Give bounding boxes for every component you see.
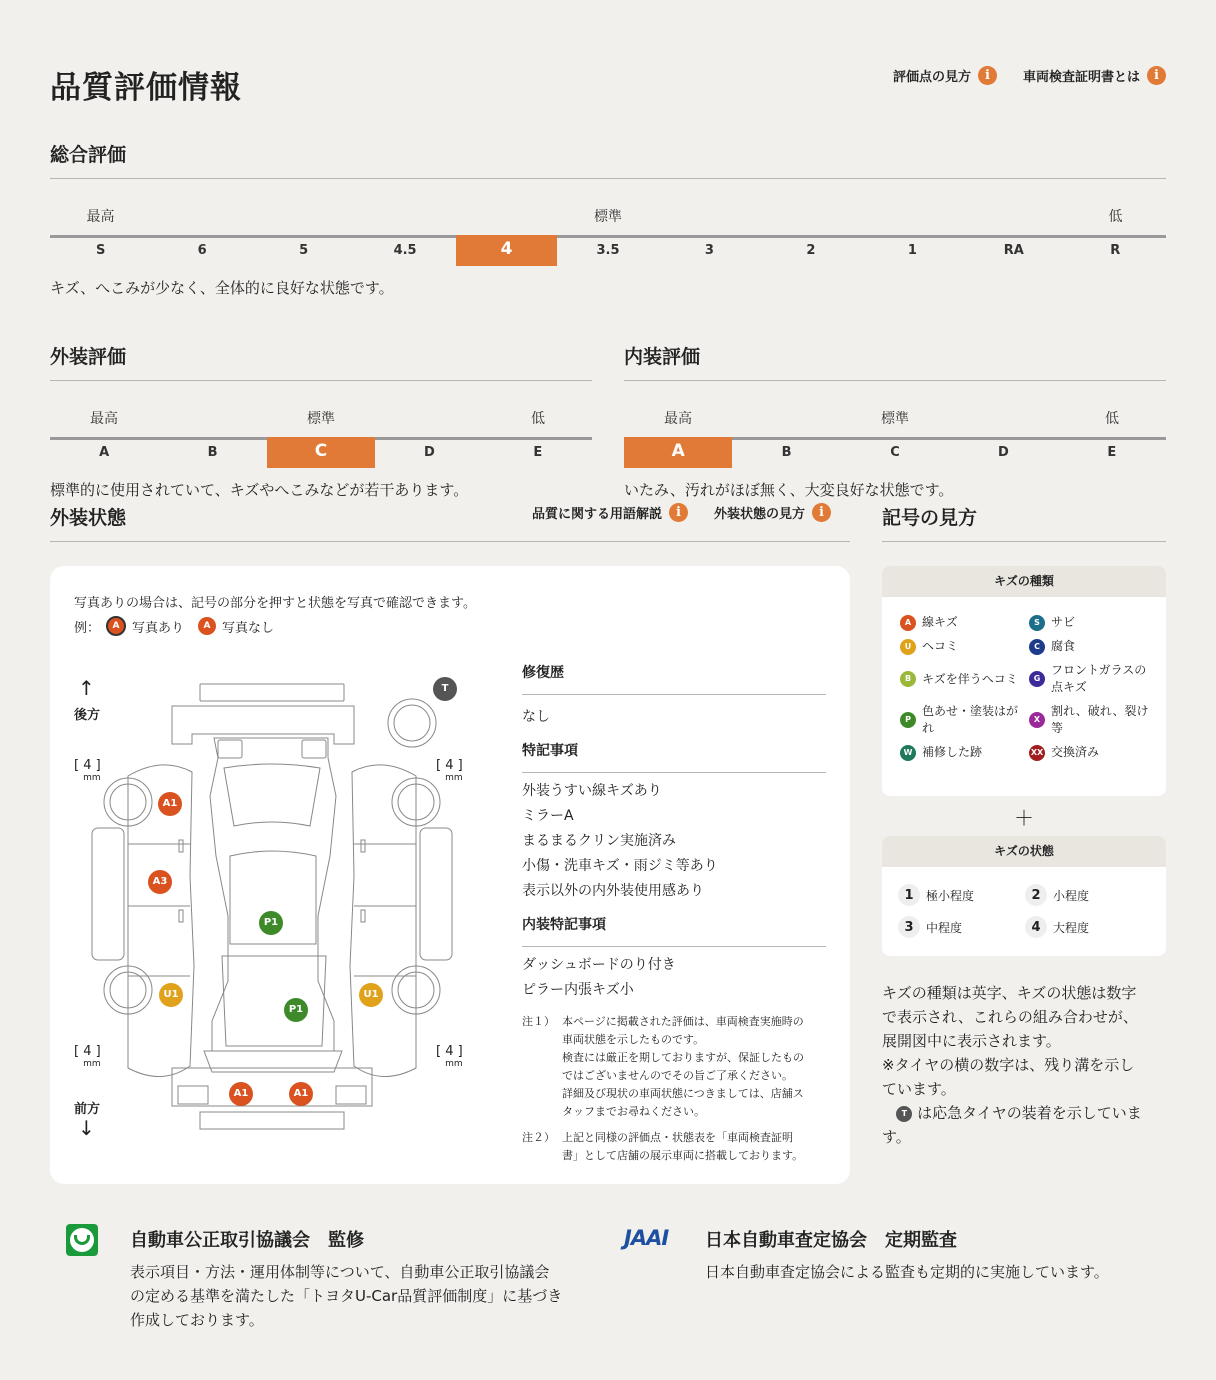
footnote-body xyxy=(562,1013,804,1121)
label-low: 低 xyxy=(1108,209,1123,225)
damage-mark[interactable]: P1 xyxy=(259,911,283,935)
interior-note-item: ピラー内張キズ小 xyxy=(522,982,634,998)
fair-trade-line: 表示項目・方法・運用体制等について、自動車公正取引協議会 xyxy=(130,1263,550,1281)
explain-line: ています。 xyxy=(882,1080,956,1098)
damage-type-label: 線キズ xyxy=(922,615,958,629)
divider xyxy=(522,694,826,695)
damage-type-label: フロントガラスの点キズ xyxy=(1051,663,1147,694)
damage-type-badge: XX xyxy=(1029,745,1045,761)
scale-option: C xyxy=(267,437,375,468)
inspection-certificate-label: 車両検査証明書とは xyxy=(1022,70,1140,85)
label-high: 最高 xyxy=(90,411,118,427)
fair-trade-text xyxy=(130,1260,562,1332)
damage-type-item xyxy=(1029,638,1156,655)
tire-depth-unit: mm xyxy=(445,1059,463,1069)
repair-history-title: 修復歴 xyxy=(522,665,564,681)
footnote-line: 検査には厳正を期しておりますが、保証したもの xyxy=(562,1051,804,1064)
info-icon: i xyxy=(669,503,688,522)
glossary-link[interactable] xyxy=(532,503,688,522)
exterior-rating-title: 外装評価 xyxy=(50,346,127,368)
label-high: 最高 xyxy=(664,411,692,427)
interior-scale xyxy=(624,437,1166,467)
damage-type-badge: G xyxy=(1029,671,1045,687)
scale-option: E xyxy=(1107,445,1117,460)
state-label: 中程度 xyxy=(926,920,963,935)
example-nophoto-label: 写真なし xyxy=(222,620,275,636)
car-diagram xyxy=(72,676,512,1156)
spare-tire-badge: T xyxy=(433,677,457,701)
damage-type-item xyxy=(900,638,1027,655)
state-number: 2 xyxy=(1025,884,1047,906)
note-item: ミラーA xyxy=(522,808,574,824)
condition-card xyxy=(50,566,850,1184)
footnote-line: タッフまでお尋ねください。 xyxy=(562,1105,705,1118)
footnote-body xyxy=(562,1129,803,1165)
condition-links xyxy=(532,503,831,522)
notes-title: 特記事項 xyxy=(522,743,578,759)
spare-explain xyxy=(882,1101,1172,1125)
scale-option: R xyxy=(1110,243,1121,258)
tire-depth-value: [ 4 ] xyxy=(74,758,101,773)
damage-type-item xyxy=(1029,662,1156,696)
repair-history-value: なし xyxy=(522,709,550,725)
page-title: 品質評価情報 xyxy=(50,70,242,106)
logo-mark-inner xyxy=(74,1235,90,1245)
state-label: 大程度 xyxy=(1053,920,1090,935)
exterior-scale xyxy=(50,437,592,467)
tire-depth-rear-left xyxy=(74,760,101,784)
damage-type-label: 色あせ・塗装はがれ xyxy=(922,704,1019,735)
info-icon: i xyxy=(812,503,831,522)
jaai-text: 日本自動車査定協会による監査も定期的に実施しています。 xyxy=(705,1263,1109,1281)
damage-type-item xyxy=(900,703,1027,737)
condition-guide-label: 外装状態の見方 xyxy=(714,507,806,522)
fair-trade-line: 作成しております。 xyxy=(130,1311,264,1329)
condition-example xyxy=(74,616,274,636)
scale-option: 5 xyxy=(299,243,309,258)
explain-line: キズの種類は英字、キズの状態は数字 xyxy=(882,984,1137,1002)
spare-explain-text: は応急タイヤの装着を示していま xyxy=(917,1104,1142,1122)
damage-type-label: キズを伴うヘコミ xyxy=(922,671,1018,686)
damage-states-list xyxy=(882,867,1166,938)
damage-type-badge: S xyxy=(1029,615,1045,631)
damage-state-item xyxy=(1025,916,1152,938)
spare-tire-badge: T xyxy=(896,1106,912,1122)
explain-line: 展開図中に表示されます。 xyxy=(882,1032,1061,1050)
damage-type-badge: A xyxy=(900,615,916,631)
tire-depth-value: [ 4 ] xyxy=(74,1044,101,1059)
interior-note-item: ダッシュボードのり付き xyxy=(522,957,676,973)
scale-option: B xyxy=(781,445,792,460)
scale-option: 2 xyxy=(806,243,816,258)
tire-depth-unit: mm xyxy=(83,773,101,783)
damage-types-card xyxy=(882,566,1166,796)
footnote-1 xyxy=(522,1013,826,1121)
damage-type-badge: X xyxy=(1029,712,1045,728)
footnote-line: 上記と同様の評価点・状態表を「車両検査証明 xyxy=(562,1131,793,1144)
divider xyxy=(522,946,826,947)
scale-option: A xyxy=(624,437,732,468)
label-standard: 標準 xyxy=(594,209,622,225)
state-number: 1 xyxy=(898,884,920,906)
scale-option: 1 xyxy=(907,243,917,258)
damage-type-label: 腐食 xyxy=(1051,639,1076,653)
scale-option: A xyxy=(99,445,110,460)
scale-option: 4 xyxy=(456,235,557,266)
scale-option: RA xyxy=(1003,243,1024,258)
overall-scale-labels xyxy=(50,206,1166,226)
overall-description: キズ、へこみが少なく、全体的に良好な状態です。 xyxy=(50,279,394,297)
scale-option: E xyxy=(533,445,543,460)
state-label: 極小程度 xyxy=(926,888,975,903)
damage-type-item xyxy=(900,614,1027,631)
damage-type-item xyxy=(900,662,1027,696)
tire-depth-front-right xyxy=(436,1046,463,1070)
label-low: 低 xyxy=(531,411,545,427)
damage-type-badge: W xyxy=(900,745,916,761)
note-item: まるまるクリン実施済み xyxy=(522,833,676,849)
damage-type-item xyxy=(1029,744,1156,761)
exterior-condition-title: 外装状態 xyxy=(50,507,127,529)
info-icon: i xyxy=(978,66,997,85)
exterior-scale-labels xyxy=(50,408,592,428)
overall-rating-title: 総合評価 xyxy=(50,144,127,166)
footnote-2 xyxy=(522,1129,826,1165)
scale-option: C xyxy=(890,445,900,460)
damage-type-badge: B xyxy=(900,671,916,687)
explain-line: ※タイヤの横の数字は、残り溝を示し xyxy=(882,1056,1135,1074)
damage-state-item xyxy=(898,884,1025,906)
damage-type-label: ヘコミ xyxy=(922,639,959,653)
damage-type-badge: C xyxy=(1029,639,1045,655)
arrow-up-icon: ↑ xyxy=(78,676,95,700)
divider xyxy=(522,772,826,773)
footnote-line: 車両状態を示したものです。 xyxy=(562,1033,705,1046)
tire-depth-front-left xyxy=(74,1046,101,1070)
interior-rating-title: 内装評価 xyxy=(624,346,701,368)
scale-option: 3 xyxy=(704,243,714,258)
front-label: 前方 xyxy=(74,1102,101,1117)
interior-scale-labels xyxy=(624,408,1166,428)
plus-icon: ＋ xyxy=(1014,806,1034,830)
scale-option: B xyxy=(207,445,218,460)
divider xyxy=(50,178,1166,179)
spare-explain-text-2: す。 xyxy=(882,1128,911,1146)
header-links xyxy=(893,66,1166,85)
damage-type-badge: P xyxy=(900,712,916,728)
state-label: 小程度 xyxy=(1053,888,1090,903)
damage-types-list xyxy=(882,597,1166,761)
damage-types-title: キズの種類 xyxy=(882,566,1166,597)
damage-states-title: キズの状態 xyxy=(882,836,1166,867)
interior-description: いたみ、汚れがほぼ無く、大変良好な状態です。 xyxy=(624,481,954,499)
note-item: 表示以外の内外装使用感あり xyxy=(522,883,704,899)
tire-depth-rear-right xyxy=(436,760,463,784)
example-nophoto-badge: A xyxy=(198,617,216,635)
footnote-line: 書」として店舗の展示車両に搭載しております。 xyxy=(562,1149,804,1162)
jaai-logo: JAAI xyxy=(624,1226,669,1250)
exterior-description: 標準的に使用されていて、キズやへこみなどが若干あります。 xyxy=(50,481,469,499)
footnote-line: 本ページに掲載された評価は、車両検査実施時の xyxy=(562,1015,804,1028)
overall-scale xyxy=(50,235,1166,265)
state-number: 3 xyxy=(898,916,920,938)
damage-type-badge: U xyxy=(900,639,916,655)
jaai-title: 日本自動車査定協会 定期監査 xyxy=(705,1230,957,1251)
damage-type-label: 交換済み xyxy=(1051,745,1100,759)
note-item: 外装うすい線キズあり xyxy=(522,783,662,799)
scale-option: D xyxy=(998,445,1009,460)
tire-depth-unit: mm xyxy=(83,1059,101,1069)
glossary-label: 品質に関する用語解説 xyxy=(532,507,663,522)
footnote-line: ではございませんのでその旨ご了承ください。 xyxy=(562,1069,793,1082)
damage-type-label: サビ xyxy=(1051,615,1076,629)
fair-trade-line: の定める基準を満たした「トヨタU-Car品質評価制度」に基づき xyxy=(130,1287,563,1305)
damage-type-item xyxy=(1029,703,1156,737)
scale-option: 4.5 xyxy=(393,243,417,258)
damage-type-label: 補修した跡 xyxy=(922,745,983,759)
label-standard: 標準 xyxy=(881,411,909,427)
divider xyxy=(50,541,850,542)
divider xyxy=(50,380,592,381)
scale-option: S xyxy=(96,243,106,258)
damage-mark[interactable]: A3 xyxy=(148,870,172,894)
car-diagram-drawing xyxy=(72,676,512,1156)
example-label: 例： xyxy=(74,620,101,636)
label-low: 低 xyxy=(1105,411,1119,427)
damage-mark[interactable]: P1 xyxy=(284,998,308,1022)
note-item: 小傷・洗車キズ・雨ジミ等あり xyxy=(522,858,718,874)
damage-mark[interactable]: U1 xyxy=(359,983,383,1007)
condition-guide-link[interactable] xyxy=(714,503,831,522)
damage-mark[interactable]: A1 xyxy=(229,1082,253,1106)
damage-mark[interactable]: U1 xyxy=(159,983,183,1007)
fair-trade-council-logo xyxy=(66,1224,98,1256)
damage-type-item xyxy=(900,744,1027,761)
interior-notes-title: 内装特記事項 xyxy=(522,917,606,933)
damage-state-item xyxy=(1025,884,1152,906)
legend-explanation xyxy=(882,981,1172,1149)
scale-option: D xyxy=(424,445,435,460)
legend-title: 記号の見方 xyxy=(882,507,978,529)
damage-type-label: 割れ、破れ、裂け等 xyxy=(1051,704,1149,735)
arrow-down-icon: ↓ xyxy=(78,1116,95,1140)
footnote-line: 詳細及び現状の車両状態につきましては、店舗ス xyxy=(562,1087,804,1100)
inspection-certificate-link[interactable] xyxy=(1023,66,1166,85)
tire-depth-value: [ 4 ] xyxy=(436,758,463,773)
rating-guide-link[interactable] xyxy=(893,66,997,85)
explain-line: で表示され、これらの組み合わせが、 xyxy=(882,1008,1138,1026)
rear-label: 後方 xyxy=(74,708,101,723)
damage-state-item xyxy=(898,916,1025,938)
info-icon: i xyxy=(1147,66,1166,85)
label-standard: 標準 xyxy=(307,411,335,427)
footnote-label: 注１） xyxy=(522,1015,555,1028)
condition-intro: 写真ありの場合は、記号の部分を押すと状態を写真で確認できます。 xyxy=(74,596,476,611)
footnote-label: 注２） xyxy=(522,1131,555,1144)
tire-depth-value: [ 4 ] xyxy=(436,1044,463,1059)
damage-type-item xyxy=(1029,614,1156,631)
scale-option: 3.5 xyxy=(596,243,620,258)
rating-guide-label: 評価点の見方 xyxy=(892,70,971,85)
tire-depth-unit: mm xyxy=(445,773,463,783)
damage-states-card xyxy=(882,836,1166,956)
logo-mark xyxy=(70,1228,94,1252)
condition-notes xyxy=(522,662,826,1165)
example-photo-label: 写真あり xyxy=(132,620,185,636)
state-number: 4 xyxy=(1025,916,1047,938)
scale-option: 6 xyxy=(197,243,207,258)
divider xyxy=(882,541,1166,542)
damage-mark[interactable]: A1 xyxy=(289,1082,313,1106)
example-photo-badge: A xyxy=(106,616,126,636)
label-high: 最高 xyxy=(86,209,115,225)
damage-mark[interactable]: A1 xyxy=(158,792,182,816)
fair-trade-title: 自動車公正取引協議会 監修 xyxy=(130,1230,364,1251)
divider xyxy=(624,380,1166,381)
